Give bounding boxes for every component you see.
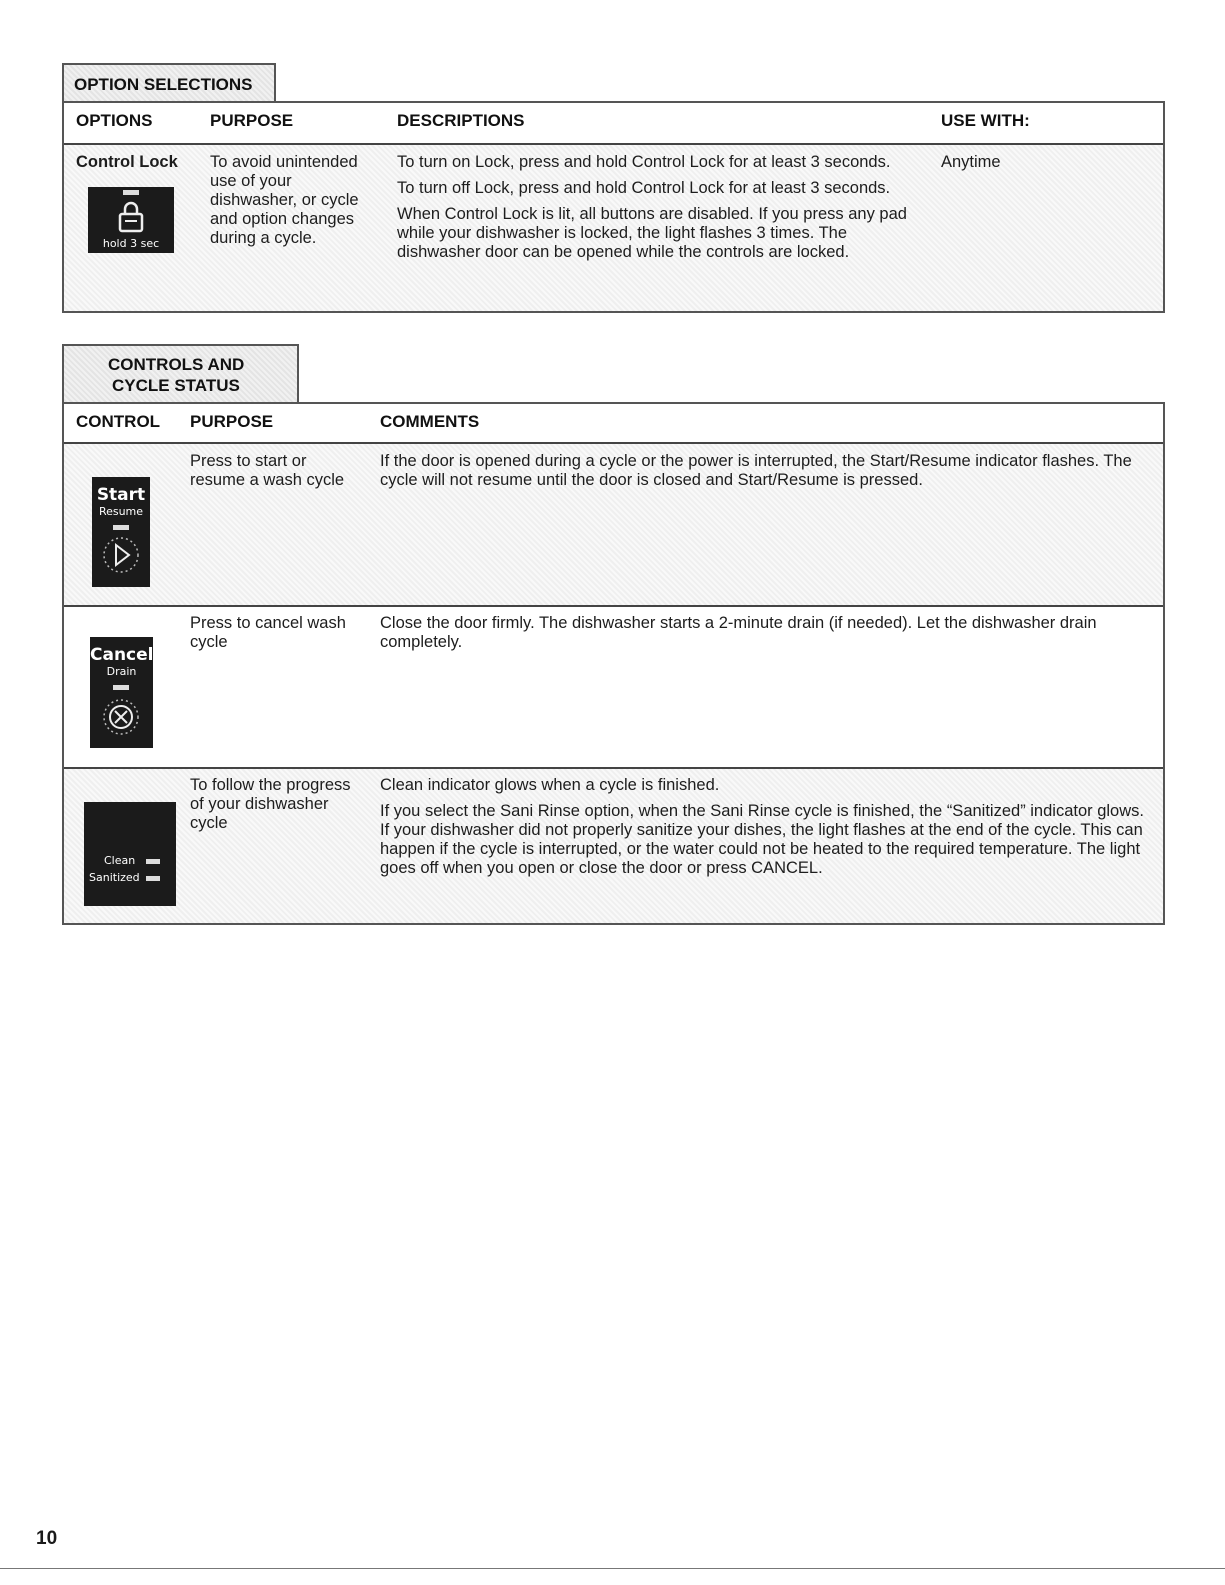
indicator-light bbox=[113, 525, 129, 530]
option-use-with: Anytime bbox=[941, 153, 1001, 171]
header-options: OPTIONS bbox=[76, 111, 153, 130]
play-icon bbox=[101, 535, 141, 575]
lock-icon bbox=[116, 201, 146, 233]
header-descriptions: DESCRIPTIONS bbox=[397, 111, 525, 130]
description-lock-behavior: When Control Lock is lit, all buttons are disabled. If you press any pad while your dishwasher is locked, the light flashes 3 times. The dishwasher door can be opened while the controls are locked. bbox=[397, 205, 907, 261]
indicator-light bbox=[113, 685, 129, 690]
clean-comment: Clean indicator glows when a cycle is finished. bbox=[380, 776, 720, 794]
clean-light bbox=[146, 859, 160, 864]
sanitized-label: Sanitized bbox=[89, 871, 140, 884]
header-purpose: PURPOSE bbox=[190, 412, 274, 431]
clean-sanitized-indicator bbox=[84, 802, 176, 906]
controls-table-header bbox=[64, 404, 1163, 444]
header-control: CONTROL bbox=[76, 412, 161, 431]
page-number: 10 bbox=[36, 1528, 58, 1549]
controls-status-tab bbox=[62, 344, 299, 404]
option-selections-tab bbox=[62, 63, 276, 103]
option-selections-title: OPTION SELECTIONS bbox=[74, 75, 253, 94]
controls-status-table bbox=[62, 402, 1165, 925]
indicator-light bbox=[123, 190, 139, 195]
option-table-header bbox=[64, 103, 1163, 145]
header-comments: COMMENTS bbox=[380, 412, 480, 431]
resume-label: Resume bbox=[98, 505, 144, 518]
hold-3-sec-label: hold 3 sec bbox=[102, 237, 160, 250]
bottom-rule bbox=[0, 1568, 1225, 1569]
start-resume-comment: If the door is opened during a cycle or the power is interrupted, the Start/Resume indicator flashes. The cycle will not resume until the door is closed and Start/Resume is pressed. bbox=[380, 452, 1132, 489]
sanitized-light bbox=[146, 876, 160, 881]
description-lock-on: To turn on Lock, press and hold Control Lock for at least 3 seconds. bbox=[397, 153, 891, 171]
controls-status-title-line1: CONTROLS AND bbox=[108, 355, 245, 374]
controls-status-title-line2: CYCLE STATUS bbox=[112, 376, 240, 395]
description-lock-off: To turn off Lock, press and hold Control Lock for at least 3 seconds. bbox=[397, 179, 891, 197]
cancel-drain-button[interactable] bbox=[90, 637, 153, 748]
control-lock-button[interactable] bbox=[88, 187, 174, 253]
header-use-with: USE WITH: bbox=[941, 111, 1030, 130]
clean-sanitized-purpose: To follow the progress of your dishwasher cycle bbox=[190, 776, 351, 832]
option-selections-table bbox=[62, 101, 1165, 313]
cancel-drain-comment: Close the door firmly. The dishwasher starts a 2-minute drain (if needed). Let the dishwasher drain completely. bbox=[380, 614, 1097, 651]
cancel-label: Cancel bbox=[90, 645, 154, 665]
start-resume-button[interactable] bbox=[92, 477, 150, 587]
cancel-x-icon bbox=[101, 697, 141, 737]
drain-label: Drain bbox=[106, 665, 137, 678]
start-resume-purpose: Press to start or resume a wash cycle bbox=[190, 452, 345, 489]
clean-sanitized-comments bbox=[380, 776, 1150, 885]
option-purpose: To avoid unintended use of your dishwasher, or cycle and option changes during a cycle. bbox=[210, 153, 359, 247]
option-descriptions bbox=[397, 153, 927, 269]
option-name: Control Lock bbox=[76, 153, 178, 171]
start-label: Start bbox=[96, 485, 146, 505]
clean-label: Clean bbox=[104, 854, 136, 867]
cancel-drain-comments bbox=[380, 614, 1150, 659]
row-divider bbox=[64, 767, 1163, 769]
header-purpose: PURPOSE bbox=[210, 111, 294, 130]
sanitized-comment: If you select the Sani Rinse option, when the Sani Rinse cycle is finished, the “Sanitized” indicator glows. If your dishwasher did not properly sanitize your dishes, the light flashes at the end of the cycle. This can happen if the cycle is interrupted, or the water could not be heated to the required temperature. The light goes off when you open or close the door or press CANCEL. bbox=[380, 802, 1144, 877]
start-resume-comments bbox=[380, 452, 1150, 497]
cancel-drain-purpose: Press to cancel wash cycle bbox=[190, 614, 346, 651]
